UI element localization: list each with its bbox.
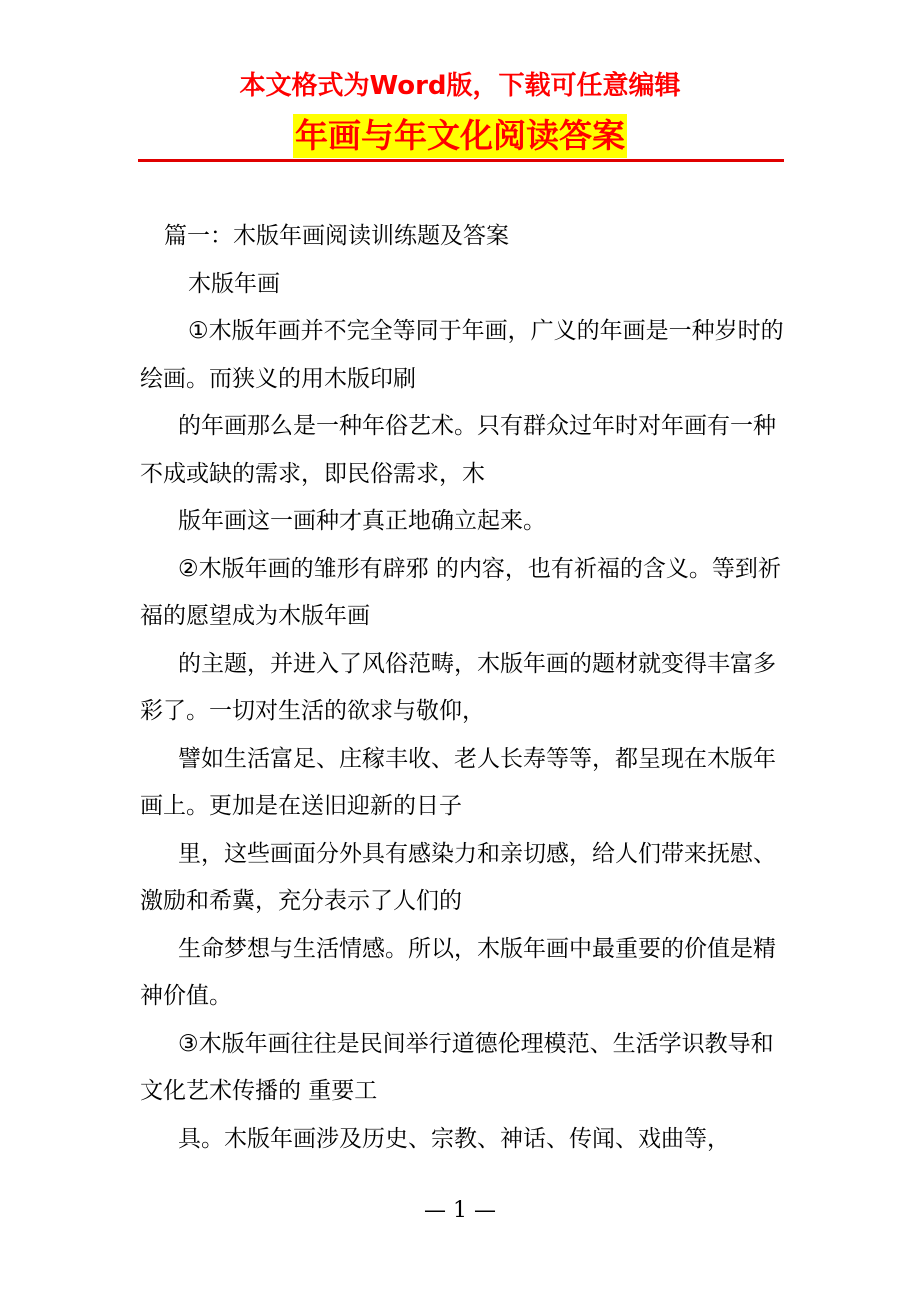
article-body xyxy=(140,213,788,1163)
title-wrap xyxy=(0,114,920,158)
paragraph-line: ①木版年画并不完全等同于年画，广义的年画是一种岁时的绘画。而狭义的用木版印刷 xyxy=(140,318,784,392)
page-title: 年画与年文化阅读答案 xyxy=(293,114,627,158)
paragraph-line: 生命梦想与生活情感。所以，木版年画中最重要的价值是精神价值。 xyxy=(140,935,776,1009)
article-subtitle: 木版年画 xyxy=(188,270,280,297)
paragraph-line: 譬如生活富足、庄稼丰收、老人长寿等等，都呈现在木版年画上。更加是在送旧迎新的日子 xyxy=(140,745,776,819)
paragraph-line: 里，这些画面分外具有感染力和亲切感，给人们带来抚慰、激励和希冀，充分表示了人们的 xyxy=(140,840,776,914)
section-heading: 篇一：木版年画阅读训练题及答案 xyxy=(164,223,509,249)
paragraph-line: ②木版年画的雏形有辟邪 的内容，也有祈福的含义。等到祈福的愿望成为木版年画 xyxy=(140,555,781,629)
paragraph-line: 具。木版年画涉及历史、宗教、神话、传闻、戏曲等， xyxy=(178,1125,730,1152)
paragraph-line: 的年画那么是一种年俗艺术。只有群众过年时对年画有一种不成或缺的需求，即民俗需求，木 xyxy=(140,413,776,487)
paragraph-line: 的主题，并进入了风俗范畴，木版年画的题材就变得丰富多彩了。一切对生活的欲求与敬仰， xyxy=(140,650,776,724)
paragraph-line: 版年画这一画种才真正地确立起来。 xyxy=(178,508,546,534)
format-banner: 本文格式为Word版，下载可任意编辑 xyxy=(239,71,681,101)
paragraph-line: ③木版年画往往是民间举行道德伦理模范、生活学识教导和文化艺术传播的 重要工 xyxy=(140,1030,774,1104)
page-number: — 1 — xyxy=(424,1198,496,1223)
title-divider xyxy=(138,159,784,162)
